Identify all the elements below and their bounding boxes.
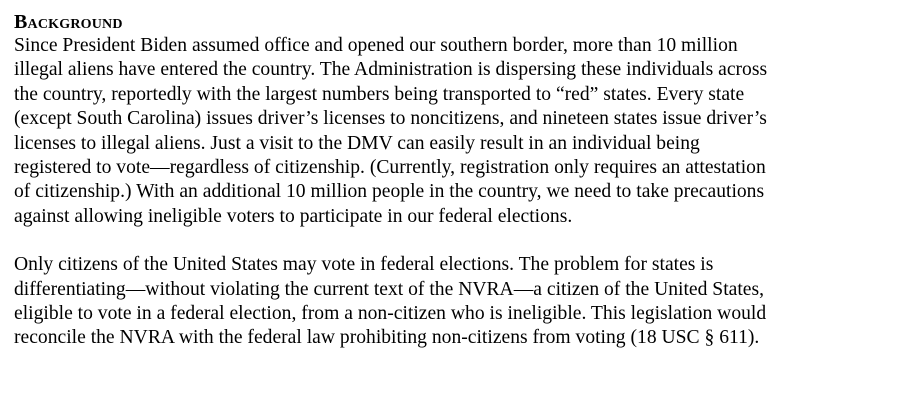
paragraph-line: reconcile the NVRA with the federal law prohibiting non-citizens from voting (18 USC § 611). (14, 327, 760, 349)
paragraph-line: the country, reportedly with the largest numbers being transported to “red” states. Every state (14, 83, 745, 105)
paragraph-line: illegal aliens have entered the country. The Administration is dispersing these individuals across (14, 59, 768, 81)
paragraph-background (14, 34, 914, 229)
paragraph-line: of citizenship.) With an additional 10 million people in the country, we need to take precautions (14, 181, 765, 203)
paragraph-line: against allowing ineligible voters to participate in our federal elections. (14, 205, 573, 227)
section-heading: Background (14, 11, 123, 33)
paragraph-line: Since President Biden assumed office and opened our southern border, more than 10 million (14, 35, 738, 56)
paragraph-line: licenses to illegal aliens. Just a visit to the DMV can easily result in an individual being (14, 132, 700, 154)
paragraph-line: eligible to vote in a federal election, from a non-citizen who is ineligible. This legislation would (14, 303, 767, 325)
paragraph-line: differentiating—without violating the current text of the NVRA—a citizen of the United States, (14, 278, 764, 300)
paragraph-spacer (14, 229, 914, 253)
paragraph-line: registered to vote—regardless of citizenship. (Currently, registration only requires an attestation (14, 157, 766, 179)
paragraph-line: (except South Carolina) issues driver’s licenses to noncitizens, and nineteen states issue driver’s (14, 108, 767, 130)
document-body (14, 10, 914, 351)
paragraph-line: Only citizens of the United States may vote in federal elections. The problem for states is (14, 254, 714, 276)
paragraph-citizenship (14, 253, 914, 351)
